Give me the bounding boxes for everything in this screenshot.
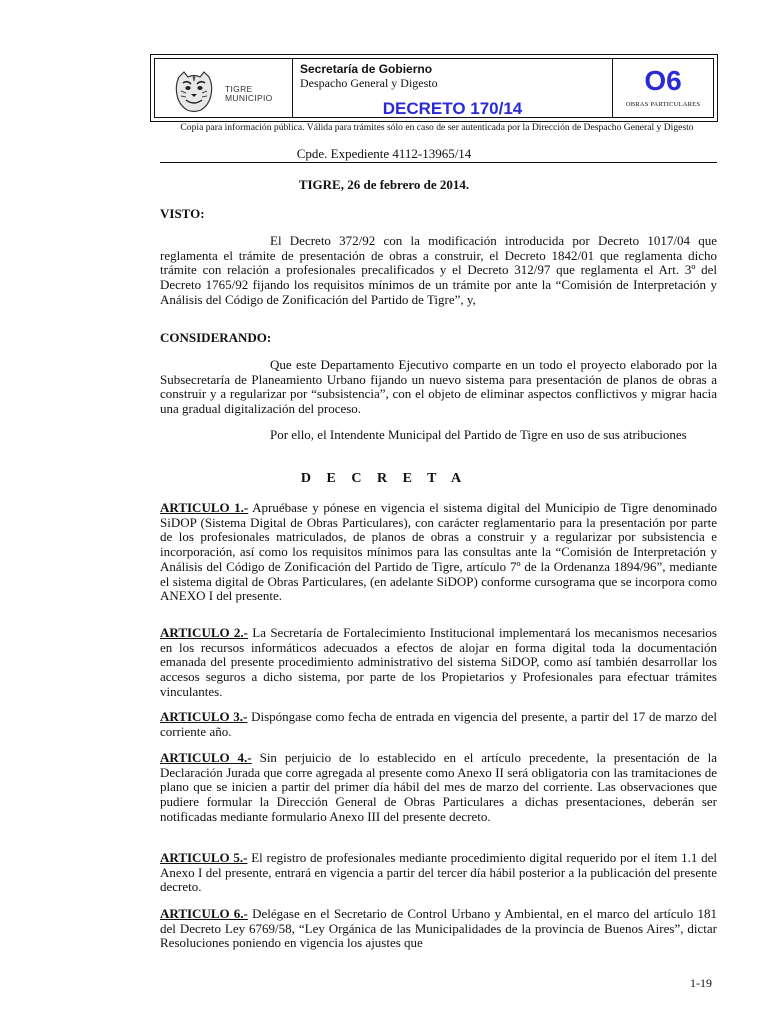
logo-text-municipio: MUNICIPIO	[225, 93, 273, 103]
article-label: ARTICULO 5.-	[160, 850, 248, 865]
tiger-head-icon	[173, 69, 215, 113]
area-code-cell	[613, 59, 713, 117]
area-name: OBRAS PARTICULARES	[625, 101, 701, 108]
considerando-paragraph-2: Por ello, el Intendente Municipal del Partido de Tigre en uso de sus atribuciones	[270, 427, 687, 442]
considerando-paragraph-1: Que este Departamento Ejecutivo comparte en un todo el proyecto elaborado por la Subsecretaría de Planeamiento Urbano fijando un nuevo sistema para presentación de planos de obras a construir y a regularizar por “subsistencia”, con el objeto de eliminar aspectos conflictivos y migrar hacia una gradual digitalización del proceso.	[160, 357, 717, 417]
article-text: Delégase en el Secretario de Control Urbano y Ambiental, en el marco del artículo 181 del Decreto Ley 6769/58, “Ley Orgánica de las Municipalidades de la provincia de Buenos Aires”, dictar Resoluciones poniendo en vigencia los ajustes que	[160, 906, 717, 951]
despacho-subtitle: Despacho General y Digesto	[300, 76, 438, 90]
expediente-line: Cpde. Expediente 4112-13965/14	[296, 146, 472, 161]
date-line: TIGRE, 26 de febrero de 2014.	[298, 177, 470, 192]
article-label: ARTICULO 4.-	[160, 750, 252, 765]
municipal-logo	[155, 59, 293, 117]
header-title-cell	[293, 59, 613, 117]
article-label: ARTICULO 6.-	[160, 906, 248, 921]
article-text: Apruébase y pónese en vigencia el sistema digital del Municipio de Tigre denominado SiDOP (Sistema Digital de Obras Particulares), con carácter reglamentario para la presentación por parte de los profesionales matriculados, de planos de obras a construir y a regularizar por subsistencia e incorporación, así como los requisitos mínimos para las consultas ante la “Comisión de Interpretación y Análisis del Código de Zonificación del Partido de Tigre, artículo 7º de la Ordenanza 1894/96”, mediante el sistema digital de Obras Particulares, (en adelante SiDOP) conforme cursograma que se incorpora como ANEXO I del presente.	[160, 500, 718, 604]
article-5	[160, 851, 717, 895]
decree-number: DECRETO 170/14	[382, 99, 523, 118]
article-label: ARTICULO 2.-	[160, 625, 248, 640]
copy-notice: Copia para información pública. Válida para trámites sólo en caso de ser autenticada por la Dirección de Despacho General y Digesto	[180, 122, 694, 133]
article-text: Dispóngase como fecha de entrada en vigencia del presente, a partir del 17 de marzo del corriente año.	[160, 709, 717, 739]
article-label: ARTICULO 1.-	[160, 500, 249, 515]
area-code: O6	[644, 65, 682, 96]
article-label: ARTICULO 3.-	[160, 709, 248, 724]
decreta-heading: D E C R E T A	[300, 471, 468, 486]
article-4	[160, 751, 717, 825]
page-number: 1-19	[690, 976, 712, 990]
visto-heading: VISTO:	[160, 206, 205, 221]
article-text: El registro de profesionales mediante procedimiento digital requerido por el ítem 1.1 del Anexo I del presente, entrará en vigencia a partir del tercer día hábil posterior a la publicación del presente decreto.	[160, 850, 718, 895]
article-text: Sin perjuicio de lo establecido en el artículo precedente, la presentación de la Declaración Jurada que corre agregada al presente como Anexo II será obligatoria con las tramitaciones de plano que se inicien a partir del primer día hábil del mes de marzo del corriente. Las observaciones que pudiere formular la Dirección General de Obras Particulares a dichas presentaciones, deberán ser notificadas mediante formulario Anexo III del presente decreto.	[160, 750, 717, 824]
letterhead	[150, 54, 718, 122]
article-6	[160, 907, 717, 951]
article-3	[160, 710, 717, 739]
visto-text: El Decreto 372/92 con la modificación introducida por Decreto 1017/04 que reglamenta el trámite de presentación de obras a construir, el Decreto 1842/01 que reglamenta dicho trámite con relación a profesionales precalificados y el Decreto 312/97 que reglamenta el Art. 3º del Decreto 1765/92 fijando los requisitos mínimos de un trámite por ante la “Comisión de Interpretación y Análisis del Código de Zonificación del Partido de Tigre”, y,	[160, 233, 717, 307]
article-text: La Secretaría de Fortalecimiento Institucional implementará los mecanismos necesarios en los recursos informáticos adecuados a efectos de alojar en forma digital toda la documentación emanada del presente procedimiento administrativo del sistema SiDOP, como así también desarrollar los accesos seguros a dicho sistema, por parte de los Propietarios y Profesionales para efectuar trámites vinculantes.	[160, 625, 717, 699]
article-1	[160, 501, 717, 604]
secretaria-title: Secretaría de Gobierno	[300, 62, 433, 76]
logo-text-tigre: TIGRE	[225, 84, 253, 94]
divider	[160, 162, 717, 163]
article-2	[160, 626, 717, 700]
considerando-heading: CONSIDERANDO:	[160, 330, 272, 345]
